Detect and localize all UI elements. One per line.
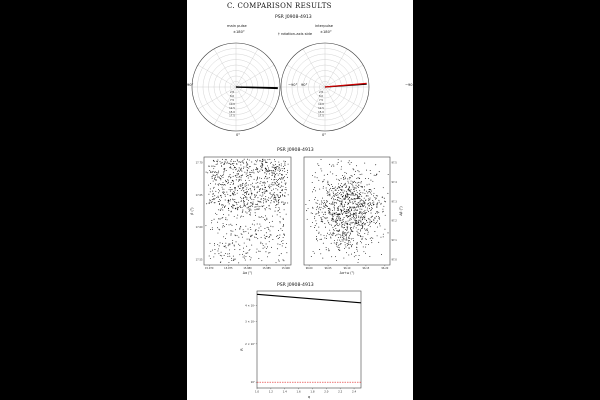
scatter-right-xtick-label: 96.15: [362, 267, 370, 270]
polar-main-right-angle: −90°: [288, 83, 298, 87]
polar-main-radial-tick: 15.0: [229, 110, 235, 114]
line-plot-ytick-label: 10²: [250, 381, 255, 385]
scatter-left-xtick-label: 15.980: [243, 267, 252, 270]
line-plot-xtick-label: 2.0: [324, 390, 329, 394]
polar-main-bottom-angle: 0°: [236, 133, 241, 137]
scatter-left-ytick-label: 17.70: [195, 161, 203, 165]
line-plot-ytick-label: 3 × 10²: [245, 320, 255, 324]
paper-page: [187, 0, 413, 400]
line-plot-ytick-label: 2 × 10²: [245, 342, 255, 346]
polar-figure-subtitle: † rotation-axis side: [278, 32, 313, 36]
polar-main-radial-tick: 10.0: [229, 102, 235, 106]
scatter-left-xtick-label: 15.990: [281, 267, 290, 270]
polar-inter-top-label: interpulse: [315, 24, 334, 28]
line-plot-xtick-label: 1.6: [296, 390, 301, 394]
line-plot-xtick-label: 1.8: [310, 390, 315, 394]
polar-main-top-label: main pulse: [227, 24, 247, 28]
line-plot-xtick-label: 1.4: [282, 390, 287, 394]
scatter-left-ytick-label: 17.60: [195, 226, 203, 230]
scatter-right-ytick-label: 97.2: [391, 219, 397, 223]
scatter-right-ytick-label: 97.1: [391, 239, 397, 243]
line-plot-xlabel: q: [307, 395, 311, 399]
scatter-right-xlabel: Δα+ω (°): [339, 271, 355, 275]
scatter-right-xtick-label: 96.10: [343, 267, 351, 270]
line-plot-xtick-label: 1.2: [268, 390, 273, 394]
line-plot-series: [257, 294, 361, 303]
scatter-left-xlabel: Δα (°): [242, 271, 253, 275]
polar-main-top-angle: ±180°: [233, 30, 245, 34]
polar-main-left-angle: 90°: [187, 83, 194, 87]
polar-inter-bottom-angle: 0°: [322, 133, 327, 137]
scatter-left-xtick-label: 15.975: [224, 267, 233, 270]
section-heading: C. COMPARISON RESULTS: [227, 2, 332, 10]
polar-main-radial-tick: 5.0: [229, 94, 235, 98]
polar-inter-radial-tick: 5.0: [318, 94, 324, 98]
scatter-left-ytick-label: 17.55: [195, 258, 203, 262]
scatter-right-ytick-label: 97.5: [391, 161, 397, 165]
line-plot-ytick-label: 4 × 10²: [245, 304, 255, 308]
line-plot-xtick-label: 2.4: [352, 390, 357, 394]
line-plot-xtick-label: 2.2: [338, 390, 343, 394]
line-figure-title: PSR J0908-4913: [277, 283, 314, 288]
polar-inter-left-angle: 90°: [301, 83, 308, 87]
polar-inter-radial-tick: 17.5: [318, 114, 324, 118]
polar-main-radial-tick: 2.5: [229, 90, 235, 94]
line-plot-xtick-label: 1.0: [254, 390, 260, 394]
polar-figure-title: PSR J0908-4913: [275, 15, 312, 20]
polar-inter-right-angle: −90°: [405, 83, 415, 87]
scatter-right-ytick-label: 97.0: [391, 258, 397, 262]
polar-inter-radial-tick: 7.5: [318, 98, 324, 102]
scatter-right-xtick-label: 96.05: [324, 267, 332, 270]
polar-main-radial-tick: 7.5: [229, 98, 235, 102]
scatter-right-ylabel: Δβ (°): [399, 206, 403, 216]
scatter-right-ytick-label: 97.3: [391, 200, 397, 204]
scatter-figure-title: PSR J0908-4913: [277, 148, 314, 153]
line-plot-frame: [257, 291, 361, 388]
polar-inter-radial-tick: 2.5: [318, 90, 324, 94]
scatter-left-xtick-label: 15.970: [205, 267, 214, 270]
polar-inter-top-angle: ±180°: [320, 30, 332, 34]
scatter-left-ylabel: β (°): [190, 207, 194, 215]
scatter-right-xtick-label: 96.00: [305, 267, 313, 270]
polar-inter-radial-tick: 10.0: [318, 102, 324, 106]
ratio-line-plot: [187, 0, 413, 400]
scatter-left-xtick-label: 15.985: [262, 267, 271, 270]
scatter-left-ytick-label: 17.65: [195, 193, 203, 197]
polar-inter-radial-tick: 15.0: [318, 110, 324, 114]
polar-main-radial-tick: 17.5: [229, 114, 235, 118]
scatter-right-ytick-label: 97.4: [391, 180, 397, 184]
polar-main-radial-tick: 12.5: [229, 106, 235, 110]
scatter-right-xtick-label: 96.20: [381, 267, 389, 270]
polar-inter-radial-tick: 12.5: [318, 106, 324, 110]
line-plot-ylabel: R: [240, 348, 244, 351]
